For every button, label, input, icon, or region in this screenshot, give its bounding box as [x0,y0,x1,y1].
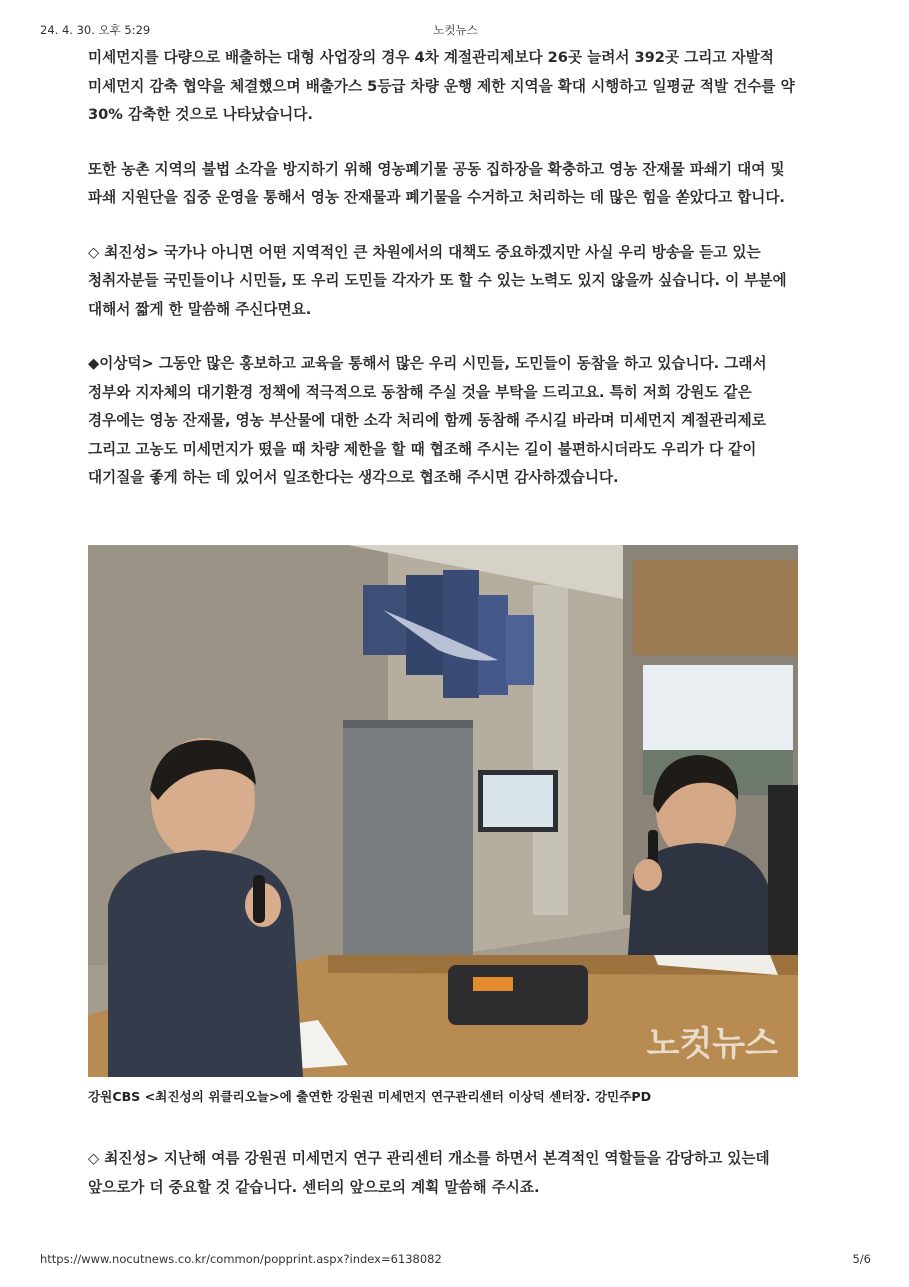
print-header [40,22,871,38]
page-number: 5/6 [852,1252,871,1266]
paragraph-center-question: ◇ 최진성> 지난해 여름 강원권 미세먼지 연구 관리센터 개소를 하면서 본격적인 역할들을 감당하고 있는데 앞으로가 더 중요할 것 같습니다. 센터의 앞으로의 계획 말씀해 주시죠. [88,1150,770,1196]
article-body-bottom [88,1145,800,1202]
print-url: https://www.nocutnews.co.kr/common/popprint.aspx?index=6138082 [40,1252,442,1266]
article-body-top [88,44,800,493]
interview-photo [88,545,798,1077]
paragraph-guest-answer: ◆이상덕> 그동안 많은 홍보하고 교육을 통해서 많은 우리 시민들, 도민들이 동참을 하고 있습니다. 그래서 정부와 지자체의 대기환경 정책에 적극적으로 동참해 주실 것을 부탁을 드리고요. 특히 저희 강원도 같은 경우에는 영농 잔재물, 영농 부산물에 대한 소각 처리에 함께 동참해 주시길 바라며 미세먼지 계절관리제로 그리고 고농도 미세먼지가 떴을 때 차량 제한을 할 때 협조해 주시는 길이 불편하시더라도 우리가 다 같이 대기질을 좋게 하는 데 있어서 일조한다는 생각으로 협조해 주시면 감사하겠습니다. [88,355,767,486]
paragraph-host-question: ◇ 최진성> 국가나 아니면 어떤 지역적인 큰 차원에서의 대책도 중요하겠지만 사실 우리 방송을 듣고 있는 청취자분들 국민들이나 시민들, 또 우리 도민들 각자가 또 할 수 있는 노력도 있지 않을까 싶습니다. 이 부분에 대해서 짧게 한 말씀해 주신다면요. [88,243,787,318]
paragraph-farm-burning: 또한 농촌 지역의 불법 소각을 방지하기 위해 영농폐기물 공동 집하장을 확충하고 영농 잔재물 파쇄기 대여 및 파쇄 지원단을 집중 운영을 통해서 영농 잔재물과 폐기물을 수거하고 처리하는 데 많은 힘을 쏟았다고 합니다. [88,160,785,206]
print-site-title: 노컷뉴스 [433,23,478,37]
print-footer [40,1252,871,1268]
paragraph-emission-reduction: 미세먼지를 다량으로 배출하는 대형 사업장의 경우 4차 계절관리제보다 26곳 늘려서 392곳 그리고 자발적 미세먼지 감축 협약을 체결했으며 배출가스 5등급 차량 운행 제한 지역을 확대 시행하고 일평균 적발 건수를 약 30% 감축한 것으로 나타났습니다. [88,49,795,123]
photo-watermark: 노컷뉴스 [646,1024,778,1064]
print-datetime: 24. 4. 30. 오후 5:29 [40,23,151,37]
photo-caption: 강원CBS <최진성의 위클리오늘>에 출연한 강원권 미세먼지 연구관리센터 이상덕 센터장. 강민주PD [88,1089,652,1104]
